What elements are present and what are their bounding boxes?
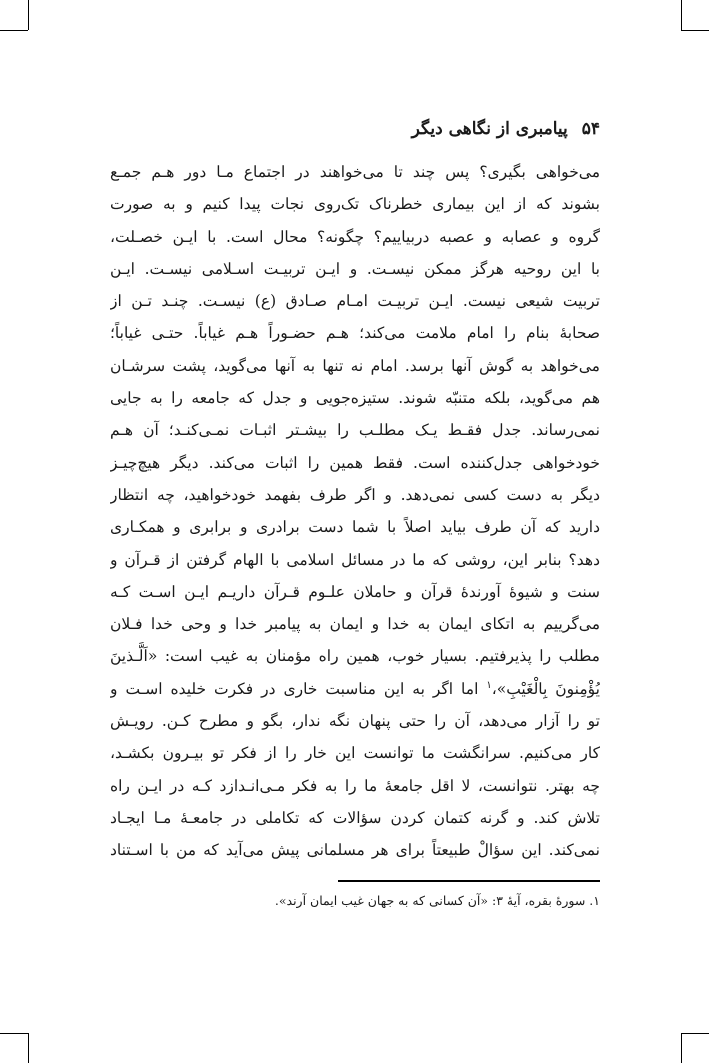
footnote-separator (338, 880, 600, 882)
page-header (110, 116, 600, 142)
text-line: با این روحیه هرگز ممکن نیسـت. و ایـن تربیـت اسـلامی نیسـت. ایـن (110, 259, 600, 278)
crop-mark-bottom-left-v (28, 1033, 29, 1063)
text-line: می‌گرییم به اتکای ایمان به خدا و ایمان به پیامبر خدا و وحی خدا فـلان (110, 615, 600, 634)
line-continuation: اما اگر به این مناسبت خاری در فکرت خلیده اسـت و (110, 679, 487, 698)
text-line: گروه و عصابه و عصبه دربیاییم؟ چگونه؟ محال است. با ایـن خصـلت، (110, 227, 600, 246)
text-line: می‌خواهی بگیری؟ پس چند تا می‌خواهند در اجتماع مـا دور هـم جمـع (110, 163, 600, 181)
text-line: تلاش کند. و گرنه کتمان کردن سؤالات که تکاملی در جامعـهٔ مـا ایجـاد (110, 808, 600, 827)
quote-end: یُؤْمِنونَ بِالْغَیْبِ»، (491, 679, 600, 698)
text-line: کار می‌کنیم. سرانگشت ما توانست این خار را از فکر تو بیـرون بکشـد، (110, 744, 600, 763)
crop-mark-bottom-right-h (681, 1033, 709, 1034)
crop-mark-top-left-v (28, 0, 29, 30)
text-line: هم می‌گوید، بلکه متنبّه شوند. ستیزه‌جویی و جدل که جامعه را به جایی (110, 389, 600, 408)
text-line: صحابهٔ بنام را امام ملامت می‌کند؛ هـم حضـوراً هـم غیاباً. حتـی غیاباً؛ (110, 324, 600, 343)
body-text (110, 156, 600, 867)
footnote-reference[interactable]: ۱ (486, 679, 492, 691)
text-line: دهد؟ بنابر این، روشی که ما در مسائل اسلامی با الهام گرفتن از قـرآن و (110, 550, 600, 569)
text-line: بشوند که از این بیماری خطرناک تک‌روی نجات پیدا کنیم و به صورت (110, 195, 600, 214)
running-title: پیامبری از نگاهی دیگر (411, 119, 568, 139)
text-line: نمی‌کند. این سؤالْ طبیعتاً برای هر مسلمانی پیش می‌آید که من با اسـتناد (110, 841, 600, 860)
page-number: ۵۴ (581, 119, 600, 139)
text-line-with-footnote-ref (110, 673, 600, 705)
crop-mark-top-left-h (0, 30, 28, 31)
crop-mark-top-right-v (681, 0, 682, 30)
text-line: تو را آزار می‌دهد، آن را حتی پنهان نگه ندار، بگو و مطرح کـن. رویـش (110, 712, 600, 731)
text-line: مطلب را پذیرفتیم. بسیار خوب، همین راه مؤمنان به غیب است: «اَلَّـذینَ (110, 647, 600, 666)
text-line: نمی‌رساند. جدل فقـط یـک مطلـب را بیشـتر اثبـات نمـی‌کنـد؛ آن هـم (110, 421, 600, 440)
text-line: تربیت شیعی نیست. ایـن تربیـت امـام صـادق (ع) نیسـت. چنـد تـن از (110, 292, 600, 311)
text-line: سنت و شیوهٔ آورندهٔ قرآن و حاملان علـوم قـرآن داریـم ایـن اسـت کـه (110, 582, 600, 601)
text-line: چه بهتر. نتوانست، لا اقل جامعهٔ ما را به فکر مـی‌انـدازد کـه در ایـن راه (110, 776, 600, 795)
footnote: ۱. سورهٔ بقره، آیهٔ ۳: «آن کسانی که به جهان غیب ایمان آرند». (274, 893, 600, 908)
text-line: دیگر به دست کسی نمی‌دهد. و اگر طرف بفهمد خودخواهید، چه انتظار (110, 485, 600, 504)
crop-mark-bottom-left-h (0, 1033, 28, 1034)
text-line: خودخواهی جدل‌کننده است. فقط همین را اثبات می‌کند. دیگر هیچ‌چیـز (110, 453, 600, 472)
crop-mark-bottom-right-v (681, 1033, 682, 1063)
crop-mark-top-right-h (681, 30, 709, 31)
text-line: می‌خواهد به گوش آنها برسد. امام نه تنها به آنها می‌گوید، پشت سرشـان (110, 356, 600, 375)
text-line: دارید که آن طرف بیاید اصلاً با شما دست برادری و برابری و همکـاری (110, 518, 600, 537)
